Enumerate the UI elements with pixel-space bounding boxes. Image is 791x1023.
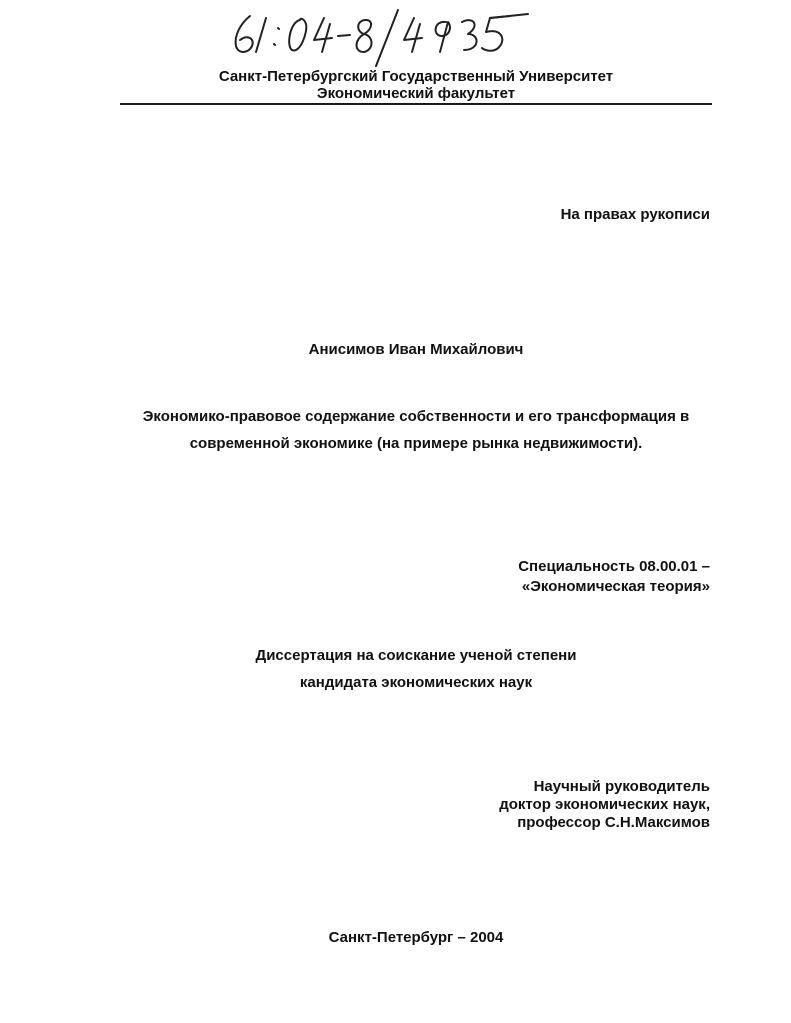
scientific-advisor-block [499,778,710,832]
handwritten-code-drawing [228,6,538,70]
advisor-name: профессор С.Н.Максимов [517,814,710,831]
degree-statement [216,642,616,696]
degree-line-2: кандидата экономических наук [299,674,533,691]
degree-line-1: Диссертация на соискание ученой степени [255,647,577,664]
advisor-role: Научный руководитель [533,778,710,795]
author-name: Анисимов Иван Михайлович [308,341,524,358]
manuscript-rights-label: На правах рукописи [560,206,710,223]
institution-header [120,68,712,102]
specialty-code: Специальность 08.00.01 – [518,558,710,575]
title-line-2: современной экономике (на примере рынка недвижимости). [189,435,643,452]
title-line-1: Экономико-правовое содержание собственности и его трансформация в [142,408,690,425]
dissertation-title [120,403,712,457]
advisor-degree: доктор экономических наук, [499,796,710,813]
handwritten-catalog-number [228,6,538,70]
city-and-year: Санкт-Петербург – 2004 [328,929,504,946]
specialty-name: «Экономическая теория» [521,578,710,595]
faculty-name: Экономический факультет [316,85,516,102]
header-divider [120,103,712,105]
university-name: Санкт-Петербургский Государственный Университет [218,68,614,85]
specialty-block [518,557,710,597]
